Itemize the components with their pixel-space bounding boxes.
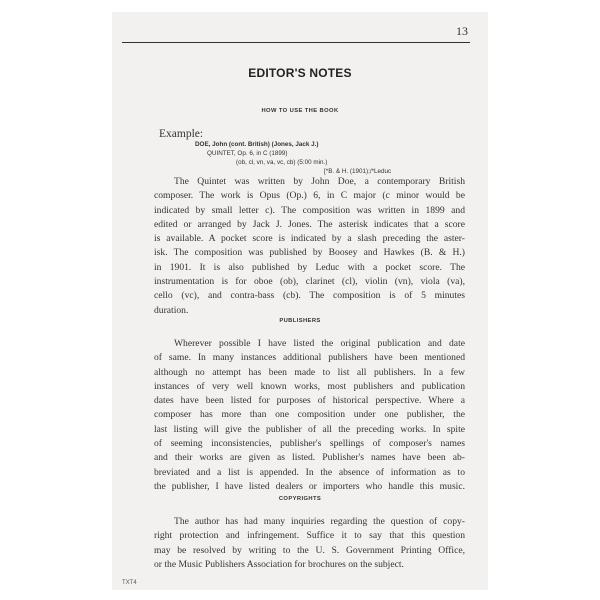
section-heading-publishers: PUBLISHERS [279,318,321,324]
book-page [112,12,488,590]
text-line: right protection and infringement. Suffice it to say that this question [154,530,465,542]
text-line: composer has more than one composition under one publisher, the [154,409,465,421]
example-entry-composer: DOE, John (cont. British) (Jones, Jack J.) [195,141,319,148]
text-line: in 1901. It is also published by Leduc with a pocket score. The [154,261,465,273]
paragraph-how-to-use [154,175,465,318]
text-line: although no attempt has been made to list all publishers. In a few [154,366,465,378]
example-entry-instrumentation: (ob, cl, vn, va, vc, cb) (5:00 min.) [236,159,328,166]
example-label: Example: [159,128,204,140]
text-line: dates have been listed for purposes of historical perspective. Where a [154,395,465,407]
text-line: of seeming inconsistencies, publisher's spellings of composer's names [154,438,465,450]
text-line: Wherever possible I have listed the original publication and date [174,338,465,349]
text-line: of same. In many instances additional publishers have been mentioned [154,352,465,364]
text-line: The author has had many inquiries regarding the question of copy- [174,516,465,527]
paragraph-copyrights [154,515,465,572]
text-line: The Quintet was written by John Doe, a contemporary British [174,176,465,187]
example-entry-work: QUINTET, Op. 6, in C (1899) [207,150,288,157]
page-number: 13 [456,24,468,38]
text-line: last listing will give the publisher of all the preceding works. In spite [154,423,465,435]
text-line: cello (vc), and contra-bass (cb). The composition is of 5 minutes [154,290,465,302]
text-line: duration. [154,304,189,316]
section-heading-copyrights: COPYRIGHTS [278,496,322,502]
text-line: indicated by small letter c). The composition was written in 1899 and [154,204,465,216]
text-line: or the Music Publishers Association for brochures on the subject. [154,558,404,570]
text-line: is available. A pocket score is indicated by a slash preceding the aster- [154,233,465,245]
text-line: and their works are given as listed. Publisher's names have been ab- [154,452,465,464]
section-heading-how-to-use: HOW TO USE THE BOOK [261,108,339,114]
text-line: edited or arranged by Jack J. Jones. The asterisk indicates that a score [154,218,465,230]
text-line: may be resolved by writing to the U. S. Government Printing Office, [154,544,465,556]
example-entry-publishers: [*B. & H. (1901);/*Leduc [324,168,392,175]
text-line: breviated and a list is appended. In the absence of information as to [154,466,465,478]
page-title: EDITOR'S NOTES [248,66,352,80]
text-line: the publisher, I have listed dealers or importers who handle this music. [154,480,465,492]
text-line: instances of very well known works, most publishers and publication [154,380,465,392]
text-line: instrumentation is for oboe (ob), clarinet (cl), violin (vn), viola (va), [154,276,465,288]
paragraph-publishers [154,337,465,494]
footer-code: TXT4 [122,580,137,586]
text-line: isk. The composition was published by Boosey and Hawkes (B. & H.) [154,247,465,259]
text-line: composer. The work is Opus (Op.) 6, in C major (c minor would be [154,190,465,202]
header-rule [122,42,470,43]
